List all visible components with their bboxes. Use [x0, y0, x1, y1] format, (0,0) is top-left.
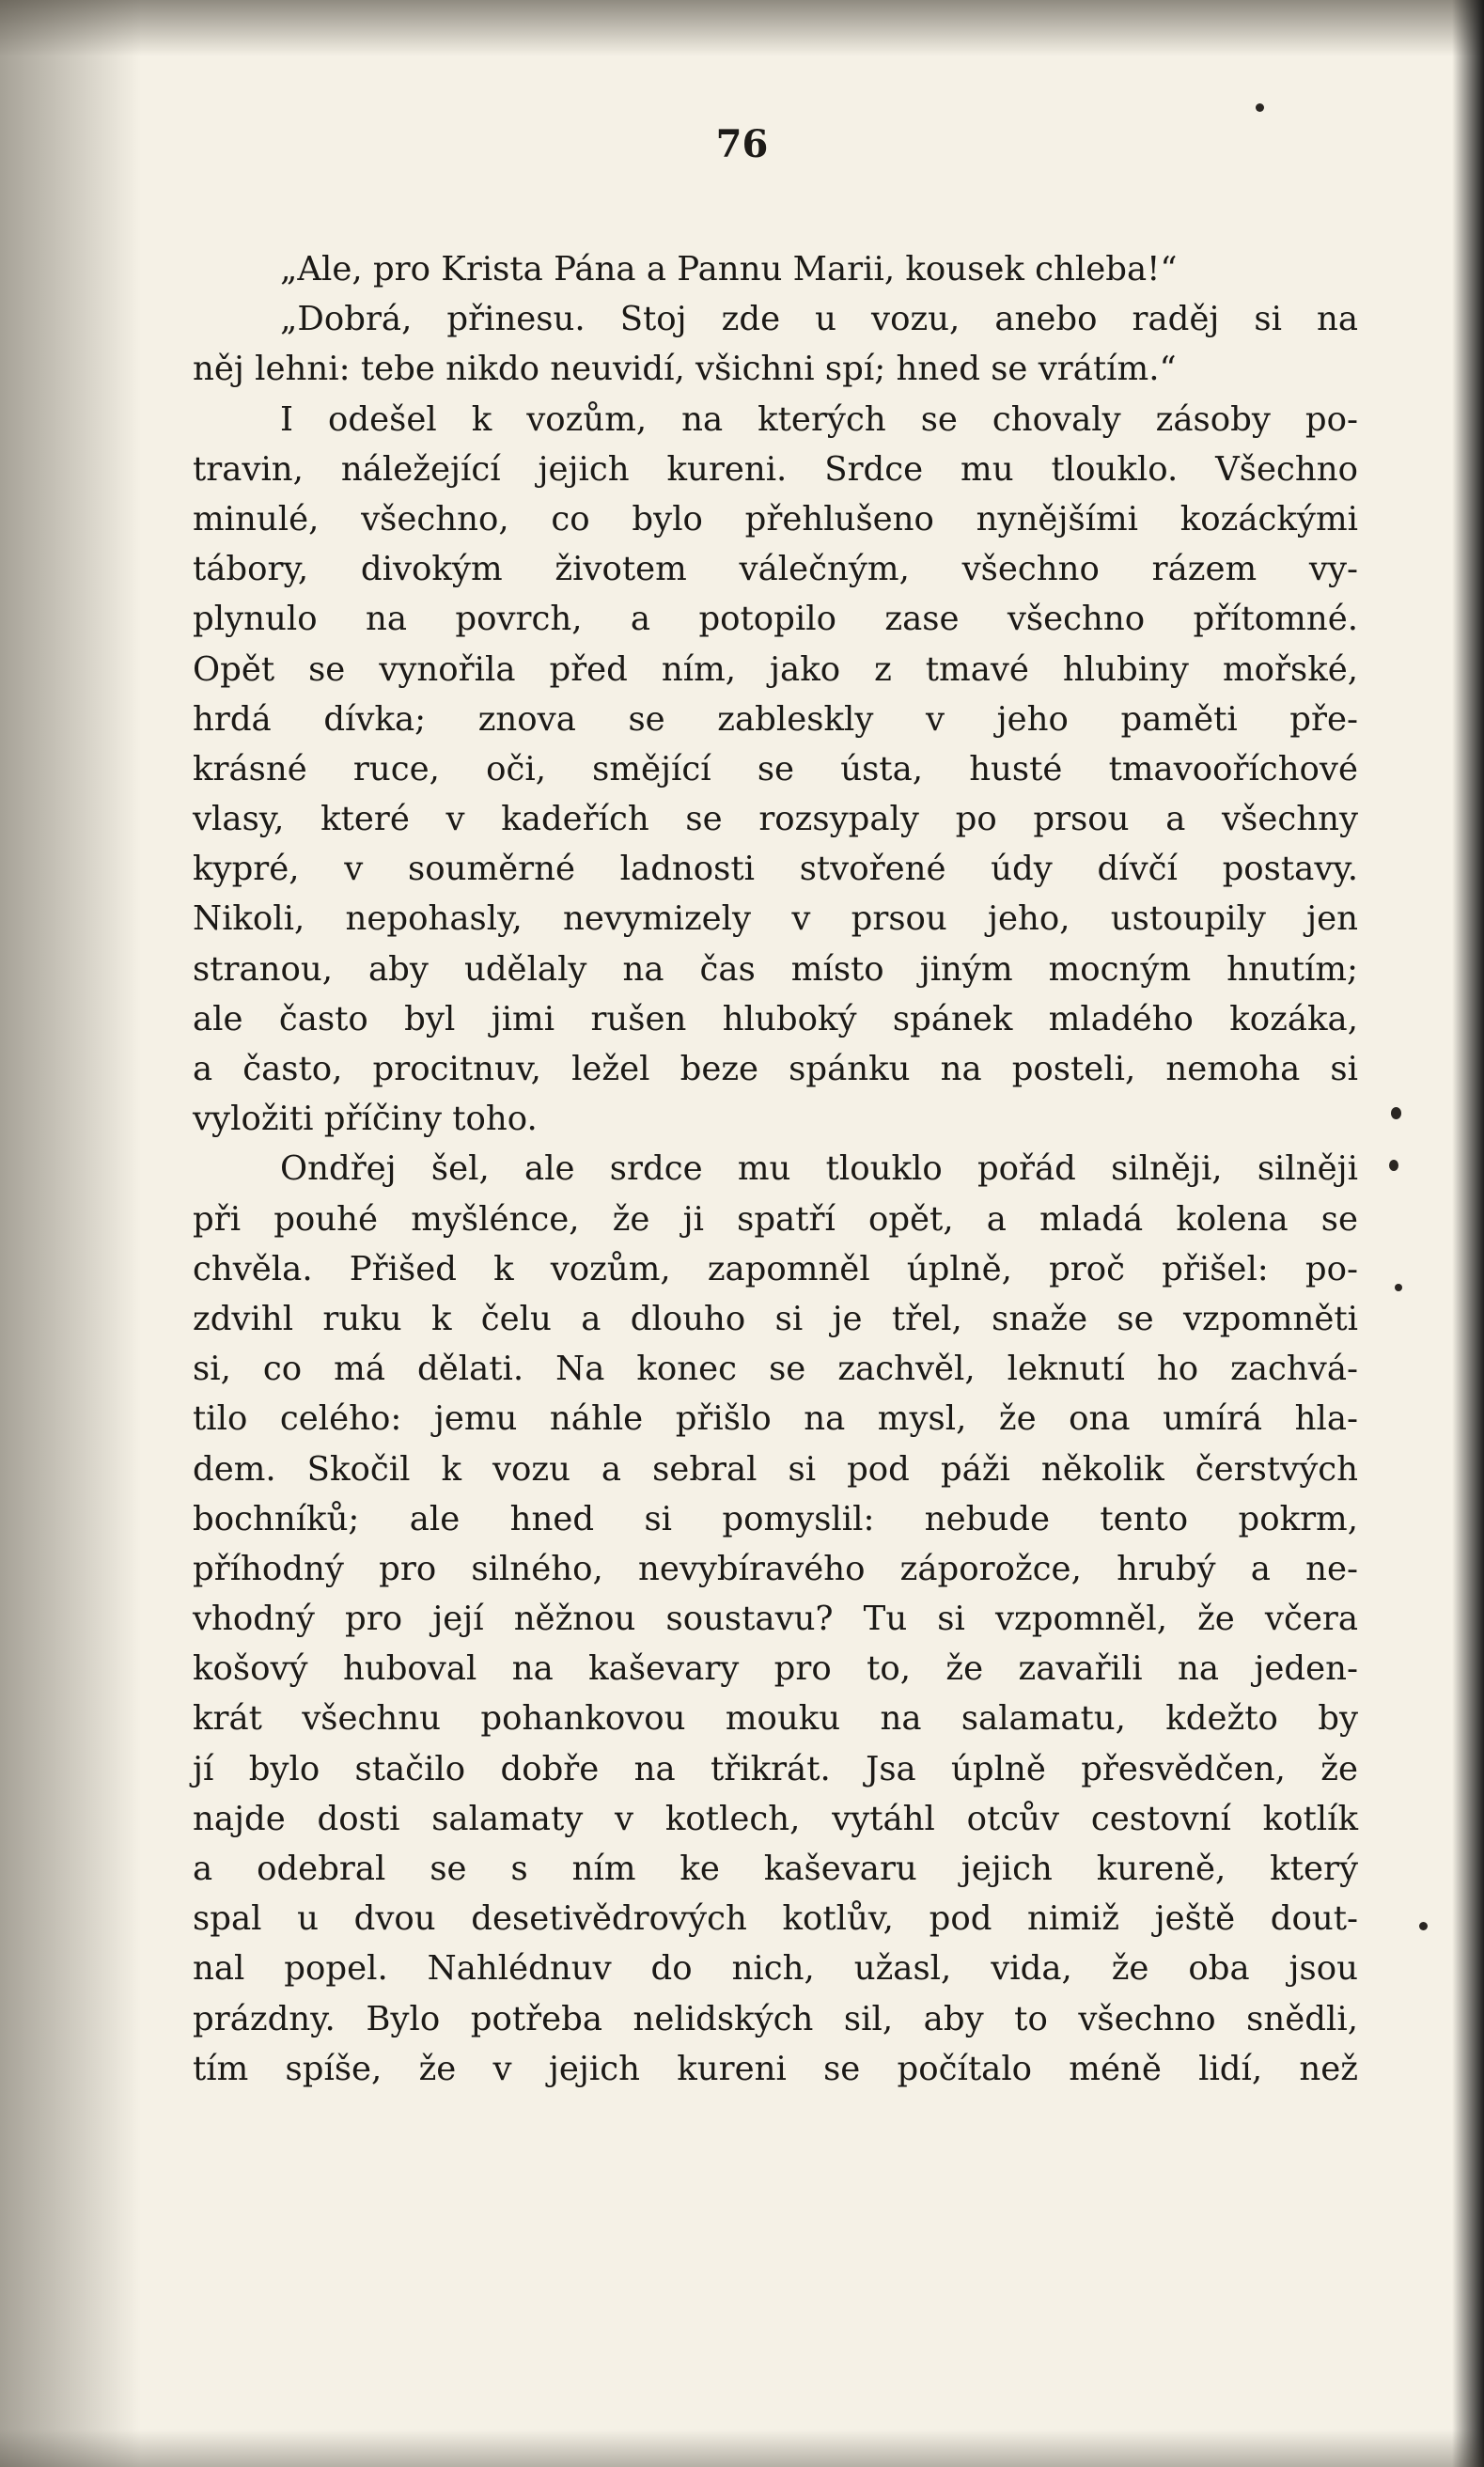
text-line: Opět se vynořila před ním, jako z tmavé hlubiny mořské, — [193, 649, 1358, 689]
text-line: jí bylo stačilo dobře na třikrát. Jsa úplně přesvědčen, že — [193, 1749, 1358, 1788]
text-line: něj lehni: tebe nikdo neuvidí, všichni spí; hned se vrátím.“ — [193, 350, 1177, 389]
text-line: zdvihl ruku k čelu a dlouho si je třel, snaže se vzpomněti — [193, 1299, 1358, 1338]
ink-speck — [1391, 1107, 1401, 1119]
page-number: 76 — [715, 122, 769, 166]
text-line: minulé, všechno, co bylo přehlušeno nynějšími kozáckými — [193, 499, 1358, 539]
text-line: nal popel. Nahlédnuv do nich, užasl, vida, že oba jsou — [193, 1949, 1358, 1989]
page-shadow-top — [0, 0, 1484, 56]
text-line: dem. Skočil k vozu a sebral si pod páži několik čerstvých — [193, 1449, 1358, 1489]
ink-speck — [1389, 1160, 1398, 1171]
text-line: vyložiti příčiny toho. — [193, 1100, 538, 1139]
text-line: hrdá dívka; znova se zableskly v jeho paměti pře- — [193, 699, 1358, 739]
text-line: stranou, aby udělaly na čas místo jiným mocným hnutím; — [193, 949, 1358, 989]
text-line: vlasy, které v kadeřích se rozsypaly po prsou a všechny — [193, 800, 1358, 839]
text-line: „Ale, pro Krista Pána a Pannu Marii, kousek chleba!“ — [280, 250, 1178, 289]
text-line: tím spíše, že v jejich kureni se počítalo méně lidí, než — [193, 2049, 1358, 2088]
text-line: Nikoli, nepohasly, nevymizely v prsou jeho, ustoupily jen — [193, 899, 1358, 939]
text-line: ale často byl jimi rušen hluboký spánek mladého kozáka, — [193, 999, 1358, 1038]
ink-speck — [1256, 103, 1264, 112]
page-shadow-bottom — [0, 2429, 1484, 2467]
page-shadow-left — [0, 0, 141, 2467]
text-line: krát všechnu pohankovou mouku na salamatu, kdežto by — [193, 1699, 1358, 1739]
text-line: kypré, v souměrné ladnosti stvořené údy dívčí postavy. — [193, 850, 1358, 889]
text-line: příhodný pro silného, nevybíravého záporožce, hrubý a ne- — [193, 1549, 1358, 1588]
text-line: chvěla. Přišed k vozům, zapomněl úplně, proč přišel: po- — [193, 1249, 1358, 1288]
text-line: si, co má dělati. Na konec se zachvěl, leknutí ho zachvá- — [193, 1350, 1358, 1389]
text-line: najde dosti salamaty v kotlech, vytáhl otcův cestovní kotlík — [193, 1799, 1358, 1838]
text-line: Ondřej šel, ale srdce mu tlouklo pořád silněji, silněji — [280, 1149, 1358, 1189]
text-line: spal u dvou desetivědrových kotlův, pod nimiž ještě dout- — [193, 1899, 1358, 1939]
text-line: tábory, divokým životem válečným, všechno rázem vy- — [193, 550, 1358, 589]
ink-speck — [1419, 1922, 1428, 1930]
text-line: a odebral se s ním ke kaševaru jejich kureně, který — [193, 1850, 1358, 1888]
text-line: vhodný pro její něžnou soustavu? Tu si vzpomněl, že včera — [193, 1600, 1358, 1639]
text-line: bochníků; ale hned si pomyslil: nebude tento pokrm, — [193, 1499, 1358, 1538]
ink-speck — [1395, 1284, 1402, 1291]
text-line: krásné ruce, oči, smějící se ústa, husté tmavooříchové — [193, 749, 1358, 789]
text-line: košový huboval na kaševary pro to, že zavařili na jeden- — [193, 1649, 1358, 1689]
body-text — [193, 244, 1358, 2094]
page-shadow-right — [1452, 0, 1484, 2467]
text-line: prázdny. Bylo potřeba nelidských sil, aby to všechno snědli, — [193, 1999, 1358, 2038]
text-line: při pouhé myšlénce, že ji spatří opět, a mladá kolena se — [193, 1199, 1358, 1239]
text-line: tilo celého: jemu náhle přišlo na mysl, že ona umírá hla- — [193, 1399, 1358, 1439]
text-line: a často, procitnuv, ležel beze spánku na posteli, nemoha si — [193, 1050, 1358, 1088]
text-line: travin, náležející jejich kureni. Srdce mu tlouklo. Všechno — [193, 449, 1358, 489]
text-line: plynulo na povrch, a potopilo zase všechno přítomné. — [193, 600, 1358, 639]
text-line: „Dobrá, přinesu. Stoj zde u vozu, anebo raděj si na — [280, 300, 1358, 339]
text-line: I odešel k vozům, na kterých se chovaly zásoby po- — [280, 399, 1358, 439]
